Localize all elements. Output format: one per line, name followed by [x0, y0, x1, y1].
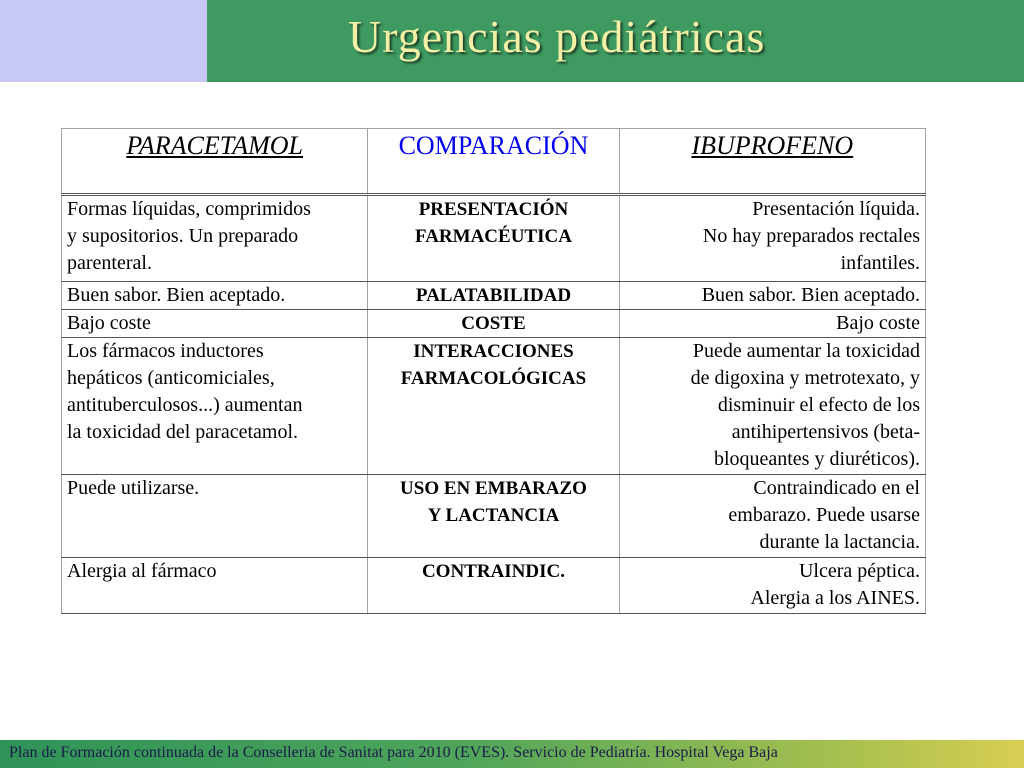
row-comparacion-cell [368, 195, 619, 282]
row-comparacion-cell [368, 310, 619, 338]
row-paracetamol-cell [62, 338, 368, 475]
header-comparacion-label: COMPARACIÓN [398, 131, 589, 160]
cell-line: Buen sabor. Bien aceptado. [67, 284, 286, 306]
cell-line: Contraindicado en el [753, 477, 920, 499]
cell-line: y supositorios. Un preparado [67, 225, 299, 247]
cell-line: No hay preparados rectales [702, 225, 920, 247]
cell-line: antihipertensivos (beta- [731, 421, 920, 443]
row-comparacion-cell [368, 282, 619, 310]
row-paracetamol-cell [62, 195, 368, 282]
cell-line: hepáticos (anticomiciales, [67, 367, 275, 389]
cell-line: Bajo coste [836, 312, 920, 334]
cell-line: Puede aumentar la toxicidad [692, 340, 920, 362]
row-comparacion-cell [368, 338, 619, 475]
cell-line: Puede utilizarse. [67, 477, 200, 499]
footer-text: Plan de Formación continuada de la Conselleria de Sanitat para 2010 (EVES). Servicio de Pediatría. Hospital Vega Baja [9, 744, 778, 761]
table-header-row [62, 129, 926, 195]
cell-line: Los fármacos inductores [67, 340, 264, 362]
table-row [62, 195, 926, 282]
cell-line: parenteral. [67, 252, 152, 274]
cell-line: Formas líquidas, comprimidos [67, 198, 311, 220]
cell-line: CONTRAINDIC. [421, 561, 565, 582]
cell-line: FARMACÉUTICA [415, 226, 572, 247]
cell-line: Alergia a los AINES. [750, 587, 920, 609]
table-row [62, 310, 926, 338]
row-ibuprofeno-cell [619, 338, 925, 475]
row-comparacion-cell [368, 475, 619, 558]
row-ibuprofeno-cell [619, 558, 925, 614]
header-paracetamol [62, 129, 368, 195]
row-paracetamol-cell [62, 282, 368, 310]
slide-title: Urgencias pediátricas [348, 11, 766, 62]
cell-line: bloqueantes y diuréticos). [713, 448, 920, 470]
cell-line: COSTE [461, 313, 526, 334]
table-row [62, 558, 926, 614]
row-ibuprofeno-cell [619, 475, 925, 558]
cell-line: la toxicidad del paracetamol. [67, 421, 299, 443]
row-paracetamol-cell [62, 310, 368, 338]
cell-line: INTERACCIONES [413, 341, 574, 362]
cell-line: Alergia al fármaco [67, 560, 217, 582]
cell-line: infantiles. [840, 252, 920, 274]
header-ibuprofeno-label: IBUPROFENO [691, 131, 854, 160]
cell-line: PALATABILIDAD [415, 285, 572, 306]
header-left-panel [0, 0, 207, 82]
table-row [62, 475, 926, 558]
cell-line: Buen sabor. Bien aceptado. [701, 284, 920, 306]
table-row [62, 282, 926, 310]
row-paracetamol-cell [62, 558, 368, 614]
cell-line: embarazo. Puede usarse [728, 504, 920, 526]
row-ibuprofeno-cell [619, 195, 925, 282]
row-ibuprofeno-cell [619, 282, 925, 310]
cell-line: Bajo coste [67, 312, 151, 334]
cell-line: USO EN EMBARAZO [400, 478, 587, 499]
comparison-table [61, 128, 926, 614]
header-paracetamol-label: PARACETAMOL [126, 131, 304, 160]
cell-line: disminuir el efecto de los [717, 394, 920, 416]
cell-line: Y LACTANCIA [427, 505, 560, 526]
row-comparacion-cell [368, 558, 619, 614]
cell-line: de digoxina y metrotexato, y [690, 367, 920, 389]
row-ibuprofeno-cell [619, 310, 925, 338]
cell-line: FARMACOLÓGICAS [400, 368, 587, 389]
footer-bar [0, 740, 1024, 768]
cell-line: antituberculosos...) aumentan [67, 394, 303, 416]
table-row [62, 338, 926, 475]
header-comparacion [368, 129, 619, 195]
cell-line: PRESENTACIÓN [418, 199, 569, 220]
cell-line: Ulcera péptica. [798, 560, 920, 582]
row-paracetamol-cell [62, 475, 368, 558]
header-ibuprofeno [619, 129, 925, 195]
cell-line: Presentación líquida. [752, 198, 920, 220]
cell-line: durante la lactancia. [759, 531, 920, 553]
